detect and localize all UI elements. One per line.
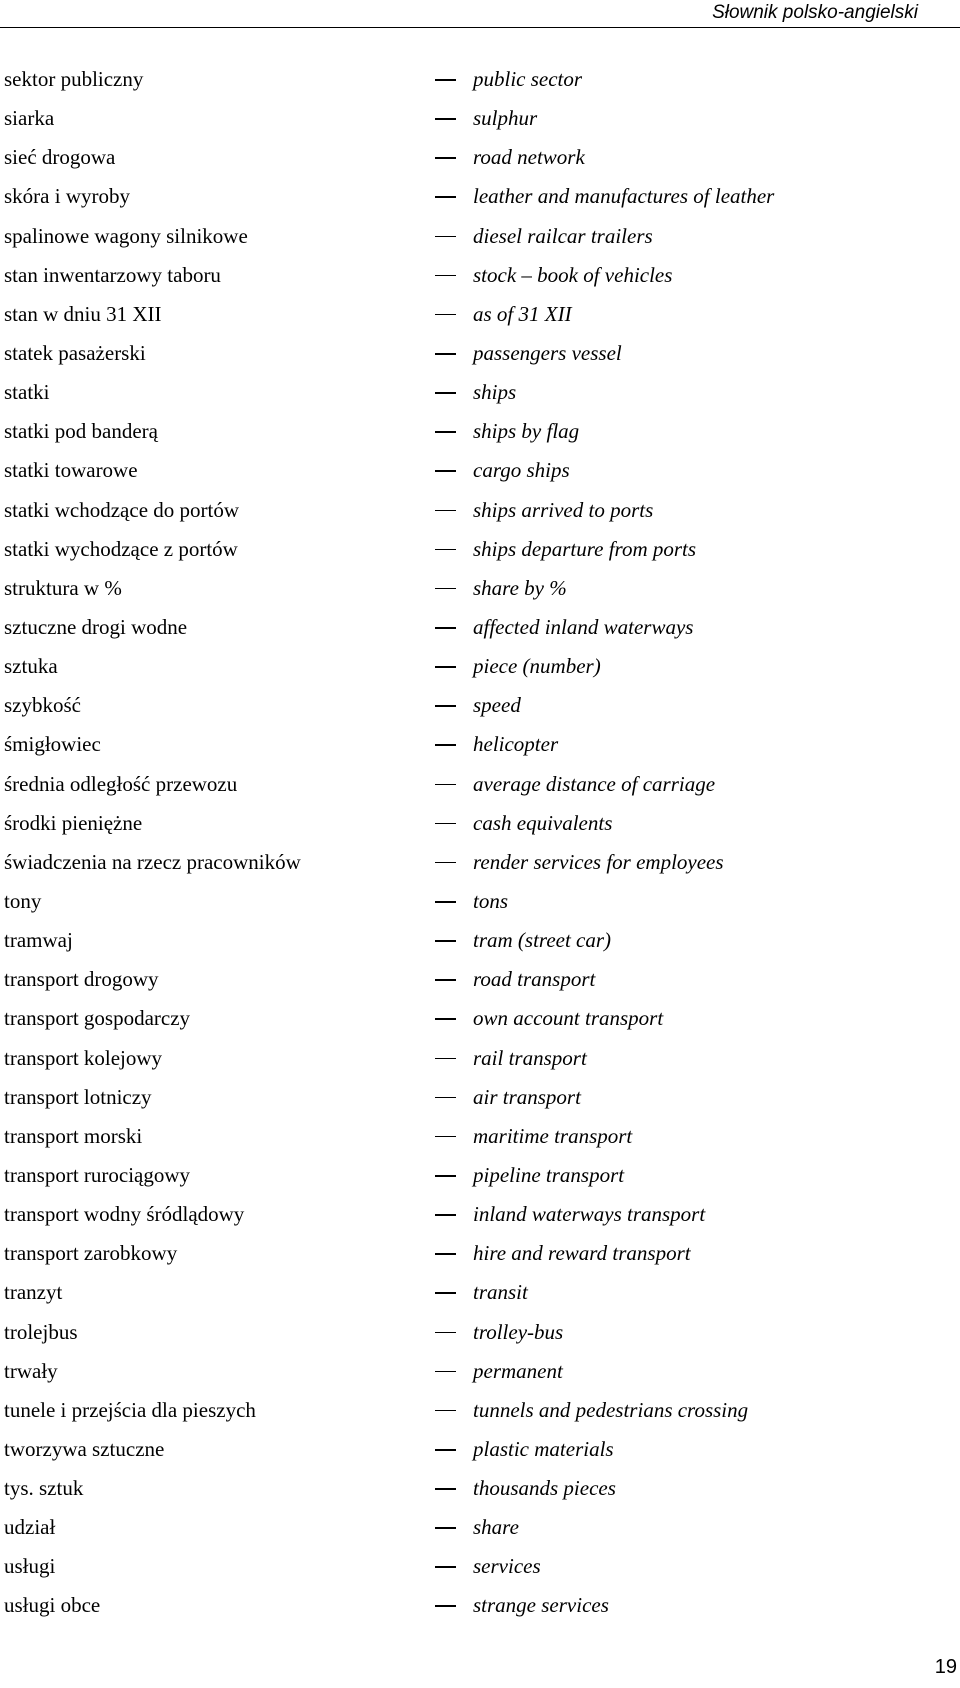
english-term: speed (473, 693, 521, 718)
english-term: inland waterways transport (473, 1202, 706, 1227)
glossary-entry (0, 377, 960, 416)
separator-dash (435, 1527, 456, 1529)
separator-dash (435, 1332, 456, 1334)
polish-term: tys. sztuk (4, 1476, 84, 1501)
glossary-entry (0, 416, 960, 455)
polish-term: transport lotniczy (4, 1084, 152, 1109)
glossary-entry (0, 769, 960, 808)
running-title: Słownik polsko-angielski (712, 2, 918, 23)
separator-dash (435, 1018, 456, 1020)
polish-term: sieć drogowa (4, 145, 116, 170)
glossary-entry (0, 338, 960, 377)
english-term: maritime transport (473, 1123, 633, 1148)
separator-dash (435, 353, 456, 355)
english-term: share by % (473, 575, 567, 600)
separator-dash (435, 588, 456, 590)
separator-dash (435, 1488, 456, 1490)
glossary-entry (0, 651, 960, 690)
glossary-entry (0, 455, 960, 494)
glossary-entry (0, 612, 960, 651)
separator-dash (435, 1292, 456, 1294)
glossary-list (0, 64, 960, 1630)
glossary-entry (0, 1277, 960, 1316)
glossary-entry (0, 221, 960, 260)
glossary-entry (0, 1356, 960, 1395)
glossary-entry (0, 729, 960, 768)
glossary-entry (0, 142, 960, 181)
glossary-entry (0, 1317, 960, 1356)
separator-dash (435, 470, 456, 472)
english-term: hire and reward transport (473, 1241, 691, 1266)
separator-dash (435, 1410, 456, 1412)
glossary-entry (0, 1395, 960, 1434)
separator-dash (435, 510, 456, 512)
english-term: tunnels and pedestrians crossing (473, 1397, 749, 1422)
separator-dash (435, 392, 456, 394)
glossary-entry (0, 260, 960, 299)
polish-term: udział (4, 1515, 56, 1540)
separator-dash (435, 431, 456, 433)
polish-term: tworzywa sztuczne (4, 1436, 165, 1461)
header-divider (0, 27, 960, 28)
english-term: average distance of carriage (473, 771, 716, 796)
glossary-entry (0, 847, 960, 886)
separator-dash (435, 1253, 456, 1255)
english-term: stock – book of vehicles (473, 262, 673, 287)
english-term: transit (473, 1280, 528, 1305)
glossary-entry (0, 886, 960, 925)
english-term: affected inland waterways (473, 614, 694, 639)
english-term: strange services (473, 1593, 609, 1618)
english-term: tons (473, 888, 509, 913)
polish-term: trolejbus (4, 1319, 78, 1344)
separator-dash (435, 823, 456, 825)
english-term: piece (number) (473, 654, 601, 679)
separator-dash (435, 1214, 456, 1216)
polish-term: sztuka (4, 654, 58, 679)
glossary-entry (0, 573, 960, 612)
polish-term: transport morski (4, 1123, 143, 1148)
polish-term: transport rurociągowy (4, 1162, 191, 1187)
polish-term: transport wodny śródlądowy (4, 1202, 245, 1227)
glossary-entry (0, 1434, 960, 1473)
english-term: diesel railcar trailers (473, 223, 653, 248)
polish-term: statki pod banderą (4, 419, 158, 444)
english-term: trolley-bus (473, 1319, 564, 1344)
english-term: helicopter (473, 732, 559, 757)
polish-term: usługi (4, 1554, 56, 1579)
english-term: permanent (473, 1358, 563, 1383)
glossary-entry (0, 1551, 960, 1590)
polish-term: tunele i przejścia dla pieszych (4, 1397, 256, 1422)
polish-term: stan inwentarzowy taboru (4, 262, 221, 287)
separator-dash (435, 79, 456, 81)
english-term: pipeline transport (473, 1162, 625, 1187)
polish-term: statek pasażerski (4, 340, 146, 365)
english-term: cargo ships (473, 458, 570, 483)
separator-dash (435, 705, 456, 707)
glossary-entry (0, 808, 960, 847)
separator-dash (435, 196, 456, 198)
english-term: services (473, 1554, 541, 1579)
polish-term: tranzyt (4, 1280, 63, 1305)
glossary-entry (0, 1082, 960, 1121)
glossary-entry (0, 964, 960, 1003)
separator-dash (435, 1097, 456, 1099)
glossary-entry (0, 690, 960, 729)
polish-term: sztuczne drogi wodne (4, 614, 188, 639)
separator-dash (435, 1371, 456, 1373)
polish-term: struktura w % (4, 575, 122, 600)
polish-term: statki towarowe (4, 458, 138, 483)
english-term: leather and manufactures of leather (473, 184, 775, 209)
separator-dash (435, 1605, 456, 1607)
english-term: sulphur (473, 106, 538, 131)
glossary-entry (0, 1199, 960, 1238)
glossary-entry (0, 1160, 960, 1199)
polish-term: tramwaj (4, 928, 73, 953)
polish-term: trwały (4, 1358, 58, 1383)
polish-term: usługi obce (4, 1593, 101, 1618)
english-term: rail transport (473, 1045, 587, 1070)
glossary-entry (0, 534, 960, 573)
polish-term: siarka (4, 106, 55, 131)
glossary-entry (0, 1121, 960, 1160)
polish-term: transport zarobkowy (4, 1241, 178, 1266)
polish-term: statki (4, 380, 50, 405)
polish-term: stan w dniu 31 XII (4, 301, 162, 326)
glossary-entry (0, 1590, 960, 1629)
english-term: render services for employees (473, 849, 724, 874)
english-term: tram (street car) (473, 928, 612, 953)
polish-term: spalinowe wagony silnikowe (4, 223, 248, 248)
english-term: thousands pieces (473, 1476, 616, 1501)
separator-dash (435, 744, 456, 746)
english-term: ships by flag (473, 419, 580, 444)
polish-term: statki wchodzące do portów (4, 497, 240, 522)
polish-term: transport kolejowy (4, 1045, 163, 1070)
glossary-entry (0, 495, 960, 534)
separator-dash (435, 314, 456, 316)
glossary-entry (0, 299, 960, 338)
polish-term: środki pieniężne (4, 810, 143, 835)
english-term: plastic materials (473, 1436, 614, 1461)
english-term: as of 31 XII (473, 301, 572, 326)
glossary-entry (0, 103, 960, 142)
english-term: passengers vessel (473, 340, 622, 365)
english-term: share (473, 1515, 519, 1540)
glossary-entry (0, 925, 960, 964)
separator-dash (435, 236, 456, 238)
separator-dash (435, 1566, 456, 1568)
separator-dash (435, 979, 456, 981)
glossary-entry (0, 1043, 960, 1082)
english-term: public sector (473, 67, 583, 91)
glossary-entry (0, 1512, 960, 1551)
polish-term: szybkość (4, 693, 81, 718)
separator-dash (435, 549, 456, 551)
english-term: ships (473, 380, 517, 405)
separator-dash (435, 940, 456, 942)
english-term: own account transport (473, 1006, 664, 1031)
glossary-entry (0, 64, 960, 103)
polish-term: statki wychodzące z portów (4, 536, 238, 561)
polish-term: świadczenia na rzecz pracowników (4, 849, 301, 874)
english-term: ships departure from ports (473, 536, 697, 561)
separator-dash (435, 1175, 456, 1177)
english-term: cash equivalents (473, 810, 613, 835)
polish-term: śmigłowiec (4, 732, 101, 757)
english-term: ships arrived to ports (473, 497, 654, 522)
separator-dash (435, 1058, 456, 1060)
glossary-entry (0, 1238, 960, 1277)
polish-term: skóra i wyroby (4, 184, 130, 209)
polish-term: sektor publiczny (4, 67, 144, 91)
separator-dash (435, 862, 456, 864)
english-term: air transport (473, 1084, 581, 1109)
separator-dash (435, 157, 456, 159)
glossary-entry (0, 1473, 960, 1512)
polish-term: średnia odległość przewozu (4, 771, 238, 796)
separator-dash (435, 118, 456, 120)
glossary-entry (0, 181, 960, 220)
polish-term: transport gospodarczy (4, 1006, 191, 1031)
polish-term: transport drogowy (4, 967, 159, 992)
page-header (0, 0, 960, 28)
separator-dash (435, 627, 456, 629)
separator-dash (435, 784, 456, 786)
glossary-entry (0, 1003, 960, 1042)
separator-dash (435, 666, 456, 668)
page-number: 19 (934, 1656, 957, 1678)
separator-dash (435, 1136, 456, 1138)
separator-dash (435, 1449, 456, 1451)
separator-dash (435, 275, 456, 277)
english-term: road network (473, 145, 585, 170)
polish-term: tony (4, 888, 42, 913)
separator-dash (435, 901, 456, 903)
english-term: road transport (473, 967, 596, 992)
